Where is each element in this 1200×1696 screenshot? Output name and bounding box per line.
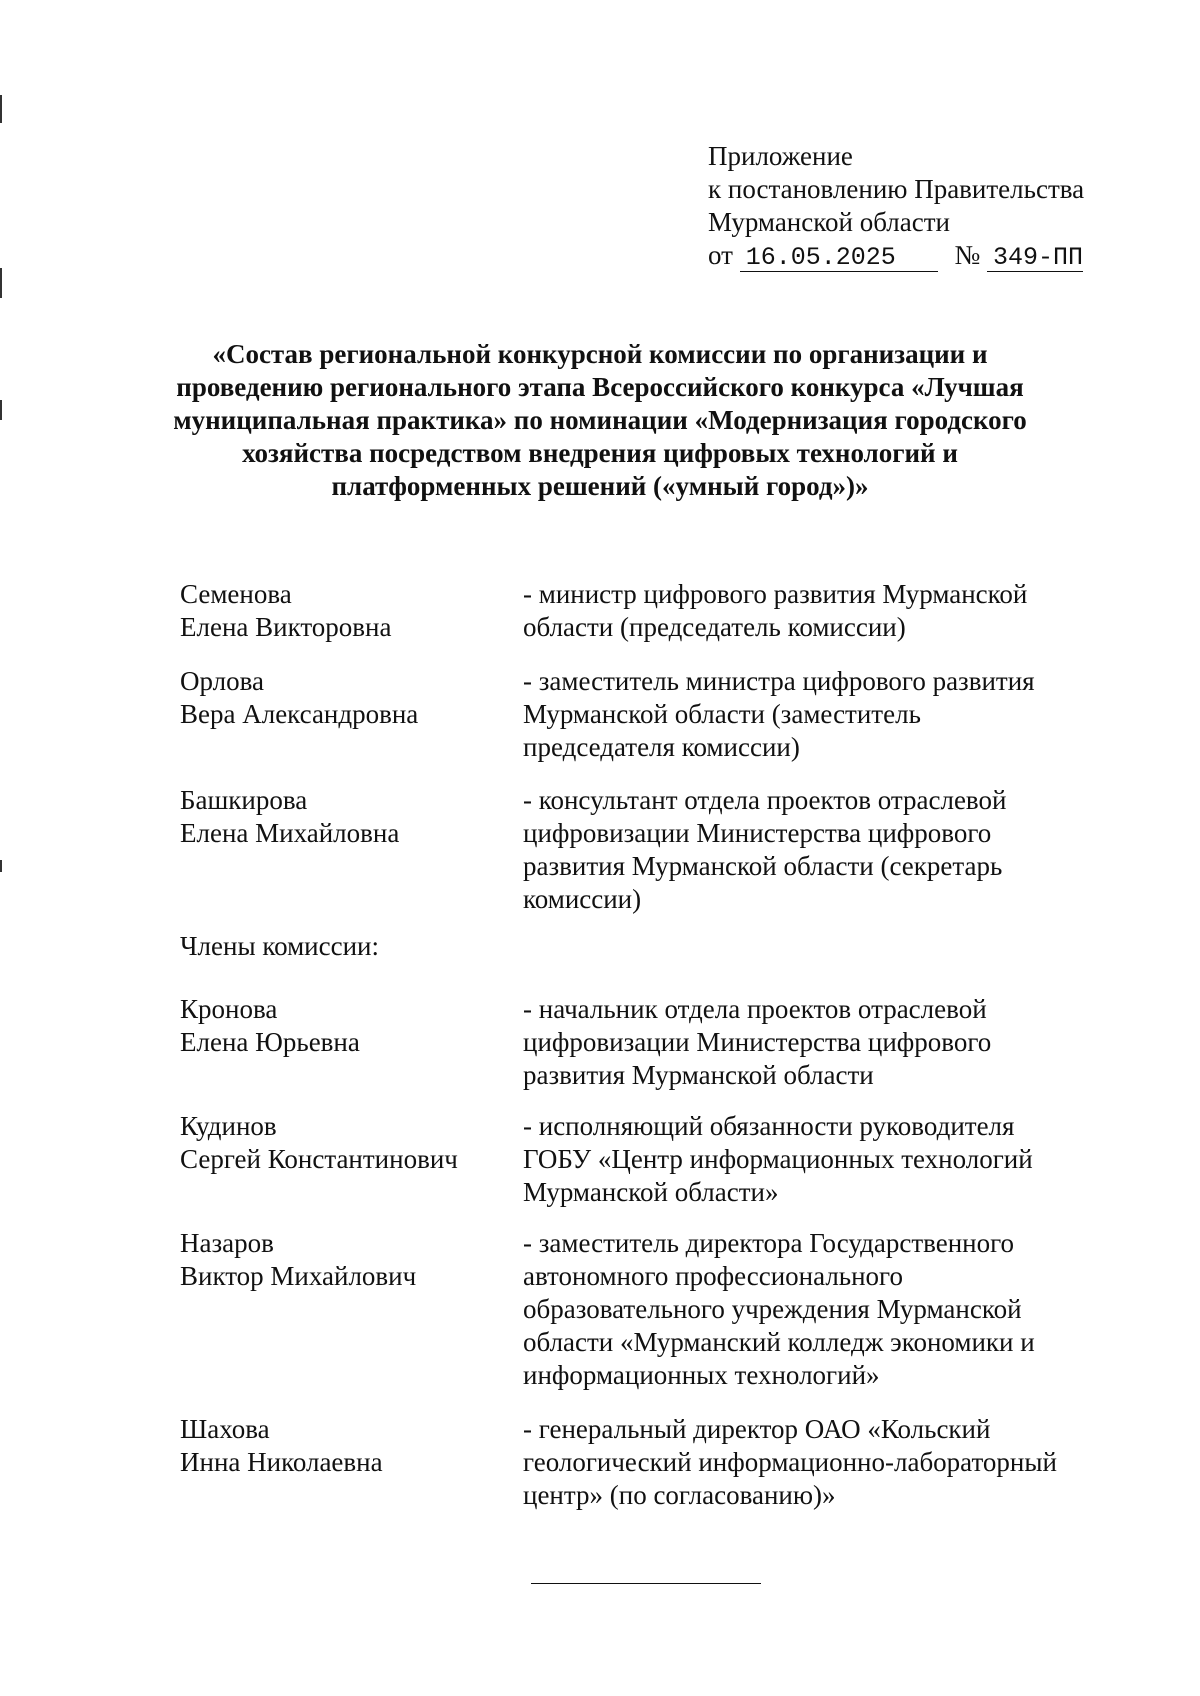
member-role-line: области (председатель комиссии) xyxy=(523,612,906,642)
member-role-line: развития Мурманской области xyxy=(523,1060,874,1090)
scan-edge-mark xyxy=(0,95,2,123)
member-given-names: Елена Михайловна xyxy=(180,818,400,848)
member-role-line: - заместитель министра цифрового развития xyxy=(523,666,1035,696)
member-surname: Кронова xyxy=(180,994,278,1024)
end-divider xyxy=(531,1583,761,1584)
member-name xyxy=(180,1227,500,1293)
member-given-names: Инна Николаевна xyxy=(180,1447,383,1477)
member-name xyxy=(180,578,500,644)
appendix-date-line xyxy=(708,239,1084,272)
member-role xyxy=(523,1413,1123,1512)
member-role-line: председателя комиссии) xyxy=(523,732,800,762)
member-surname: Назаров xyxy=(180,1228,274,1258)
document-title xyxy=(150,338,1050,503)
member-role xyxy=(523,1227,1123,1392)
members-section-label: Члены комиссии: xyxy=(180,931,379,961)
date-value: 16.05.2025 xyxy=(740,245,938,272)
date-prefix: от xyxy=(708,240,733,270)
member-name xyxy=(180,784,500,850)
member-given-names: Елена Юрьевна xyxy=(180,1027,360,1057)
member-given-names: Вера Александровна xyxy=(180,699,419,729)
member-name xyxy=(180,1110,500,1176)
member-role-line: автономного профессионального xyxy=(523,1261,903,1291)
title-line: «Состав региональной конкурсной комиссии по организации и xyxy=(212,339,988,369)
number-value: 349-ПП xyxy=(987,245,1083,272)
member-surname: Шахова xyxy=(180,1414,270,1444)
appendix-block xyxy=(708,140,1084,272)
member-name xyxy=(180,665,500,731)
appendix-line-3: Мурманской области xyxy=(708,207,950,237)
title-line: хозяйства посредством внедрения цифровых технологий и xyxy=(242,438,958,468)
title-line: проведению регионального этапа Всероссийского конкурса «Лучшая xyxy=(176,372,1024,402)
member-surname: Орлова xyxy=(180,666,264,696)
scan-edge-mark xyxy=(0,400,2,420)
member-surname: Кудинов xyxy=(180,1111,277,1141)
member-role-line: Мурманской области» xyxy=(523,1177,779,1207)
member-role xyxy=(523,1110,1123,1209)
member-role-line: Мурманской области (заместитель xyxy=(523,699,921,729)
member-role-line: комиссии) xyxy=(523,884,642,914)
member-given-names: Сергей Константинович xyxy=(180,1144,458,1174)
member-role-line: ГОБУ «Центр информационных технологий xyxy=(523,1144,1033,1174)
member-role xyxy=(523,784,1123,916)
member-surname: Башкирова xyxy=(180,785,308,815)
member-role-line: развития Мурманской области (секретарь xyxy=(523,851,1003,881)
member-given-names: Елена Викторовна xyxy=(180,612,392,642)
member-role-line: цифровизации Министерства цифрового xyxy=(523,1027,992,1057)
member-role-line: - министр цифрового развития Мурманской xyxy=(523,579,1028,609)
member-surname: Семенова xyxy=(180,579,292,609)
member-role-line: информационных технологий» xyxy=(523,1360,880,1390)
member-name xyxy=(180,1413,500,1479)
member-given-names: Виктор Михайлович xyxy=(180,1261,417,1291)
member-role xyxy=(523,993,1123,1092)
member-role-line: - исполняющий обязанности руководителя xyxy=(523,1111,1015,1141)
appendix-line-2: к постановлению Правительства xyxy=(708,174,1085,204)
member-role-line: - заместитель директора Государственного xyxy=(523,1228,1015,1258)
member-role-line: области «Мурманский колледж экономики и xyxy=(523,1327,1035,1357)
title-line: муниципальная практика» по номинации «Модернизация городского xyxy=(173,405,1027,435)
title-line: платформенных решений («умный город»)» xyxy=(331,471,869,501)
member-role-line: - генеральный директор ОАО «Кольский xyxy=(523,1414,991,1444)
member-name xyxy=(180,993,500,1059)
member-role-line: цифровизации Министерства цифрового xyxy=(523,818,992,848)
member-role xyxy=(523,665,1123,764)
member-role-line: - консультант отдела проектов отраслевой xyxy=(523,785,1007,815)
scan-edge-mark xyxy=(0,860,2,872)
member-role-line: - начальник отдела проектов отраслевой xyxy=(523,994,987,1024)
number-prefix: № xyxy=(954,240,981,270)
scan-edge-mark xyxy=(0,268,2,298)
member-role xyxy=(523,578,1123,644)
member-role-line: центр» (по согласованию)» xyxy=(523,1480,836,1510)
member-role-line: образовательного учреждения Мурманской xyxy=(523,1294,1022,1324)
appendix-line-1: Приложение xyxy=(708,141,853,171)
member-role-line: геологический информационно-лабораторный xyxy=(523,1447,1057,1477)
